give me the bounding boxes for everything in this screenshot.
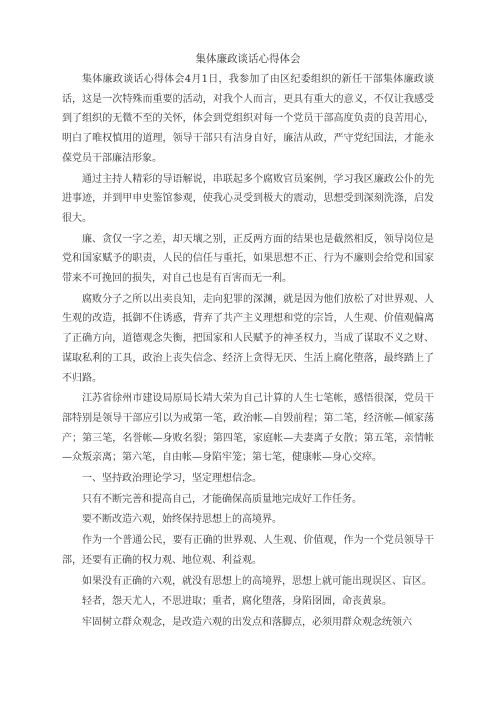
document-page	[62, 52, 434, 634]
paragraph-correct-views: 作为一个普通公民，要有正确的世界观、人生观、价值观，作为一个党员领导干部，还要有正确的权力观、地位观、利益观。	[62, 535, 434, 566]
paragraph-misconceptions: 如果没有正确的六观，就没有思想上的高境界，思想上就可能出现误区、盲区。	[82, 575, 432, 587]
paragraph-host-narration: 通过主持人精彩的导语解说，串联起多个腐败官员案例，学习我区廉政公仆的先进事迹，并到甲申史鉴馆参观，使我心灵受到极大的震动，思想受到深刻洗涤，启发很大。	[62, 173, 434, 224]
paragraph-intro: 集体廉政谈话心得体会4月1日，我参加了由区纪委组织的新任干部集体廉政谈话，这是一次特殊而重要的活动，对我个人而言，更具有重大的意义，不仅让我感受到了组织的无微不至的关怀，体会到党组织对每一个党员干部高度负责的良苦用心，明白了唯权慎用的道理，领导干部只有洁身自好，廉洁从政，严守党纪国法，才能永葆党员干部廉洁形象。	[62, 74, 434, 164]
paragraph-six-views: 要不断改造六观，始终保持思想上的高境界。	[82, 514, 282, 526]
section-heading-theory-study: 一、坚持政治理论学习，坚定理想信念。	[82, 473, 262, 485]
paragraph-mass-perspective: 牢固树立群众观念，是改造六观的出发点和落脚点，必须用群众观念统领六	[82, 616, 412, 628]
paragraph-self-improvement: 只有不断完善和提高自己，才能确保高质量地完成好工作任务。	[82, 493, 362, 505]
document-title: 集体廉政谈话心得体会	[195, 53, 301, 65]
paragraph-integrity-vs-greed: 廉、贪仅一字之差，却天壤之别，正反两方面的结果也是截然相反，领导岗位是党和国家赋予的职责，人民的信任与重托，如果思想不正、行为不廉则会给党和国家带来不可挽回的损失，对自己也是有百害而无一利。	[62, 233, 434, 285]
paragraph-corruption-causes: 腐败分子之所以出卖良知，走向犯罪的深渊，就是因为他们放松了对世界观、人生观的改造，抵御不住诱惑，背弃了共产主义理想和党的宗旨，人生观、价值观偏离了正确方向，道德观念失衡，把国家和人民赋予的神圣权力，当成了谋取不义之财、谋取私利的工具，政治上丧失信念、经济上贪得无厌、生活上腐化堕落，最终踏上了不归路。	[62, 293, 434, 384]
paragraph-consequences: 轻者，怨天尤人，不思进取；重者，腐化堕落，身陷囹圄，命丧黄泉。	[82, 596, 392, 608]
paragraph-seven-accounts: 江苏省徐州市建设局原局长靖大荣为自己计算的人生七笔帐，感悟很深，党员干部特别是领导干部应引以为戒第一笔，政治帐—自毁前程；第二笔，经济帐—倾家荡产；第三笔，名誉帐—身败名裂；第四笔，家庭帐—夫妻离子女散；第五笔，亲情帐—众叛亲离；第六笔，自由帐—身陷牢笼；第七笔，健康帐—身心交瘁。	[62, 393, 434, 464]
